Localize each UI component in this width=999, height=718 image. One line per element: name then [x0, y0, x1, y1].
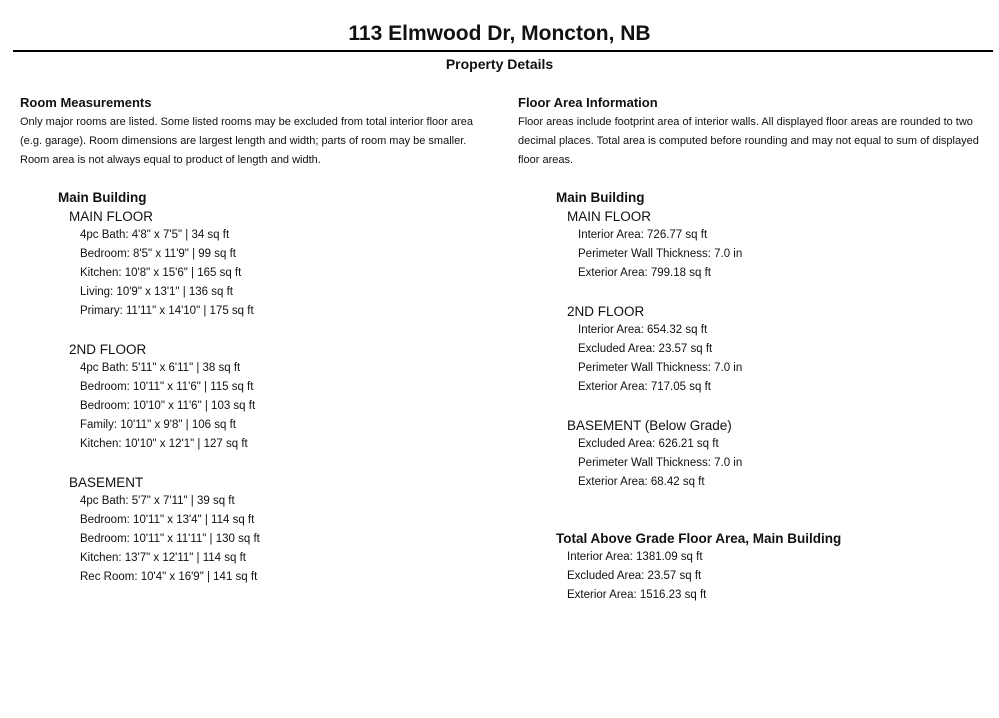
building-heading: Main Building: [58, 190, 147, 205]
title-divider: [13, 50, 993, 52]
room-item: Kitchen: 10'8" x 15'6" | 165 sq ft: [80, 267, 242, 279]
area-item: Exterior Area: 68.42 sq ft: [578, 476, 705, 488]
area-item: Exterior Area: 717.05 sq ft: [578, 381, 711, 393]
page-subtitle: Property Details: [445, 56, 554, 72]
floor-heading: BASEMENT (Below Grade): [567, 418, 732, 433]
section-heading: Room Measurements: [20, 95, 152, 110]
floor-area-section: [518, 94, 996, 605]
room-item: Bedroom: 8'5" x 11'9" | 99 sq ft: [80, 248, 236, 260]
building-heading: Main Building: [556, 190, 645, 205]
floor-heading: BASEMENT: [69, 475, 144, 490]
floor-heading: MAIN FLOOR: [69, 209, 154, 224]
room-item: Kitchen: 10'10" x 12'1" | 127 sq ft: [80, 438, 248, 450]
area-item: Interior Area: 726.77 sq ft: [578, 229, 708, 241]
area-item: Perimeter Wall Thickness: 7.0 in: [578, 362, 743, 374]
area-item: Perimeter Wall Thickness: 7.0 in: [578, 457, 743, 469]
section-description: Only major rooms are listed. Some listed rooms may be excluded from total interior floor area (e.g. garage). Room dimensions are largest length and width; parts of room may be smaller. Room area is not always equal to product of length and width.: [20, 116, 474, 166]
room-measurements-section: [20, 94, 490, 587]
area-item: Exterior Area: 799.18 sq ft: [578, 267, 711, 279]
room-item: Rec Room: 10'4" x 16'9" | 141 sq ft: [80, 571, 258, 583]
room-item: Kitchen: 13'7" x 12'11" | 114 sq ft: [80, 552, 246, 564]
area-item: Interior Area: 654.32 sq ft: [578, 324, 708, 336]
room-item: Living: 10'9" x 13'1" | 136 sq ft: [80, 286, 233, 298]
floor-heading: 2ND FLOOR: [567, 304, 645, 319]
page-title: 113 Elmwood Dr, Moncton, NB: [348, 22, 651, 45]
room-item: Bedroom: 10'11" x 11'6" | 115 sq ft: [80, 381, 254, 393]
room-item: Family: 10'11" x 9'8" | 106 sq ft: [80, 419, 236, 431]
area-item: Excluded Area: 23.57 sq ft: [578, 343, 713, 355]
area-item: Perimeter Wall Thickness: 7.0 in: [578, 248, 743, 260]
room-item: Bedroom: 10'10" x 11'6" | 103 sq ft: [80, 400, 256, 412]
room-item: Primary: 11'11" x 14'10" | 175 sq ft: [80, 305, 254, 317]
section-description: Floor areas include footprint area of interior walls. All displayed floor areas are rounded to two decimal places. Total area is computed before rounding and may not equal to sum of displayed floor areas.: [518, 116, 979, 166]
totals-heading: Total Above Grade Floor Area, Main Building: [556, 531, 842, 546]
room-item: Bedroom: 10'11" x 11'11" | 130 sq ft: [80, 533, 260, 545]
total-item: Exterior Area: 1516.23 sq ft: [567, 589, 707, 601]
total-item: Interior Area: 1381.09 sq ft: [567, 551, 703, 563]
room-item: 4pc Bath: 5'7" x 7'11" | 39 sq ft: [80, 495, 235, 507]
room-item: Bedroom: 10'11" x 13'4" | 114 sq ft: [80, 514, 255, 526]
room-item: 4pc Bath: 5'11" x 6'11" | 38 sq ft: [80, 362, 241, 374]
section-heading: Floor Area Information: [518, 95, 658, 110]
floor-heading: 2ND FLOOR: [69, 342, 147, 357]
floor-heading: MAIN FLOOR: [567, 209, 652, 224]
area-item: Excluded Area: 626.21 sq ft: [578, 438, 719, 450]
total-item: Excluded Area: 23.57 sq ft: [567, 570, 702, 582]
room-item: 4pc Bath: 4'8" x 7'5" | 34 sq ft: [80, 229, 230, 241]
